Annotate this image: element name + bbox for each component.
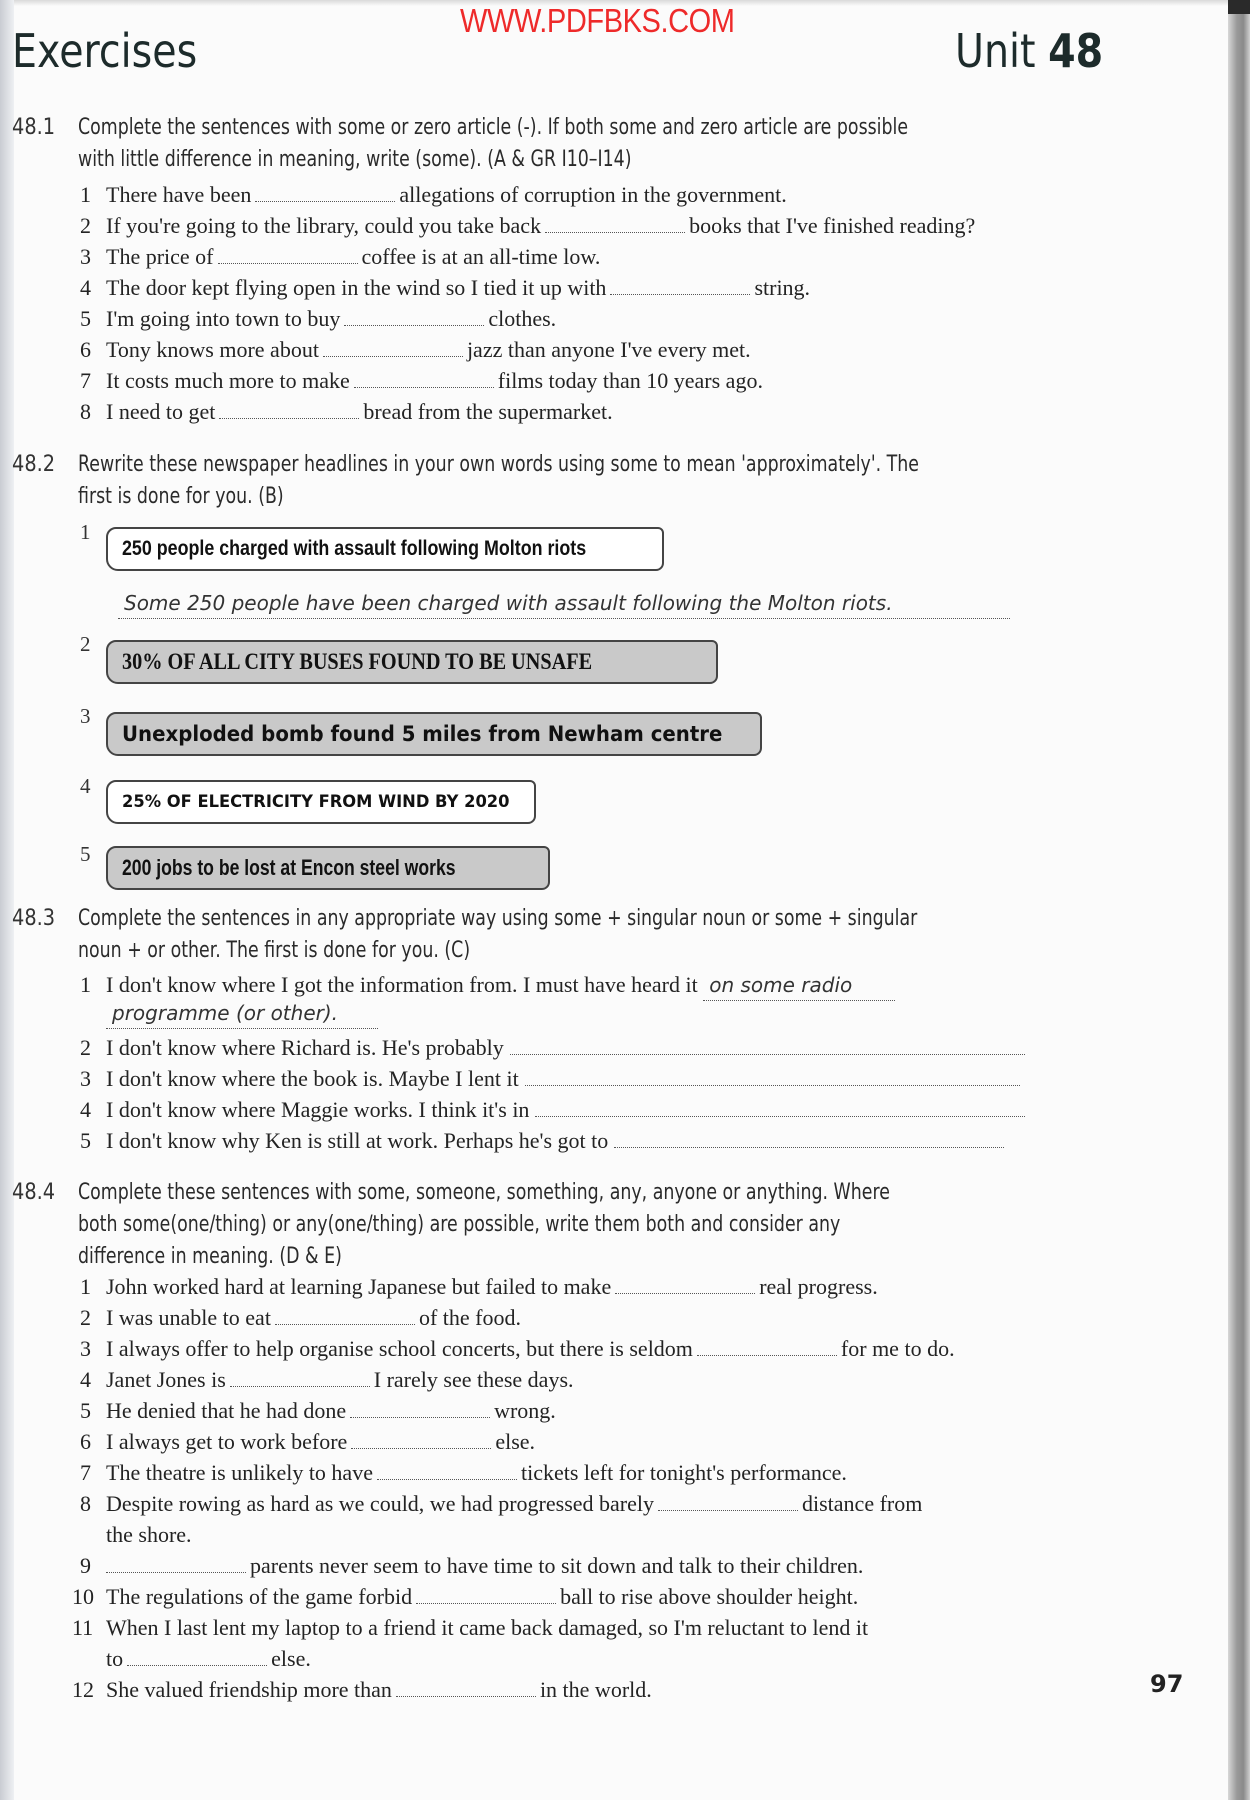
- instruction-line: Complete the sentences with some or zero article (-). If both some and zero article are possible: [78, 115, 909, 140]
- answer-text: Some 250 people have been charged with assault following the Molton riots.: [118, 588, 1010, 619]
- item-number: 4: [80, 1097, 91, 1122]
- exercise-item: [80, 397, 613, 427]
- item-number: 6: [80, 337, 91, 362]
- page-gutter-shadow: [0, 0, 14, 1800]
- item-number: 1: [80, 520, 91, 544]
- item-number: 4: [80, 275, 91, 300]
- exercise-item-continuation: [106, 1644, 311, 1674]
- item-text: wrong.: [494, 1398, 556, 1423]
- exercise-item: [80, 335, 751, 365]
- exercise-item: [80, 1551, 863, 1581]
- item-text: I'm going into town to buy: [106, 306, 341, 331]
- item-text: He denied that he had done: [106, 1398, 347, 1423]
- item-text: There have been: [106, 182, 252, 207]
- headline-box: [106, 640, 718, 684]
- item-text: films today than 10 years ago.: [497, 368, 763, 393]
- item-number: 3: [80, 244, 91, 269]
- item-text: The price of: [106, 244, 214, 269]
- item-number: 5: [80, 1128, 91, 1153]
- exercise-item: [72, 1582, 859, 1612]
- item-number: 8: [80, 399, 91, 424]
- item-number: 6: [80, 1429, 91, 1454]
- answer-blank[interactable]: [416, 1585, 556, 1604]
- answer-blank[interactable]: [351, 1430, 491, 1449]
- item-number: 5: [80, 1398, 91, 1423]
- exercise-item: [72, 1675, 652, 1705]
- answer-blank[interactable]: [255, 183, 395, 202]
- item-text: I don't know where Richard is. He's probably: [106, 1035, 504, 1060]
- answer-blank[interactable]: [697, 1337, 837, 1356]
- item-text: The regulations of the game forbid: [106, 1584, 413, 1609]
- item-text: books that I've finished reading?: [689, 213, 976, 238]
- item-number: 1: [80, 1274, 91, 1299]
- answer-blank[interactable]: [219, 400, 359, 419]
- item-number: 7: [80, 1460, 91, 1485]
- unit-title: [955, 24, 1103, 78]
- item-number: 1: [80, 182, 91, 207]
- item-number: 9: [80, 1553, 91, 1578]
- item-number: 5: [80, 306, 91, 331]
- exercise-item: [80, 1489, 922, 1519]
- answer-blank[interactable]: [275, 1306, 415, 1325]
- exercise-item: [80, 180, 787, 210]
- headline-text: 250 people charged with assault following Molton riots: [122, 537, 587, 560]
- answer-blank[interactable]: [127, 1647, 267, 1666]
- instruction-line: difference in meaning. (D & E): [78, 1244, 342, 1269]
- instruction-line: both some(one/thing) or any(one/thing) are possible, write them both and consider any: [78, 1212, 841, 1237]
- item-number: 5: [80, 842, 91, 866]
- exercise-item: [80, 1126, 1004, 1156]
- item-text: I need to get: [106, 399, 216, 424]
- headline-box: [106, 846, 550, 890]
- answer-text: on some radio: [703, 970, 895, 1001]
- item-text: bread from the supermarket.: [363, 399, 613, 424]
- item-text: of the food.: [418, 1305, 521, 1330]
- exercise-item-continuation: [106, 998, 378, 1029]
- sample-answer: [118, 588, 1010, 619]
- answer-blank[interactable]: [614, 1129, 1004, 1148]
- item-text: else.: [271, 1646, 311, 1671]
- answer-blank[interactable]: [525, 1067, 1020, 1086]
- exercise-item: [80, 1064, 1020, 1094]
- item-text: I don't know where Maggie works. I think it's in: [106, 1097, 530, 1122]
- instruction-line: Rewrite these newspaper headlines in your own words using some to mean 'approximately'. The: [78, 452, 919, 477]
- instruction-line: noun + or other. The first is done for you. (C): [78, 938, 471, 963]
- headline-box: [106, 527, 664, 571]
- item-number: 10: [72, 1584, 94, 1609]
- exercise-item: [80, 1095, 1025, 1125]
- item-text: parents never seem to have time to sit down and talk to their children.: [250, 1553, 864, 1578]
- exercise-item: [80, 1033, 1025, 1063]
- answer-blank[interactable]: [350, 1399, 490, 1418]
- item-text: tickets left for tonight's performance.: [520, 1460, 847, 1485]
- section-number: 48.2: [12, 452, 56, 477]
- answer-blank[interactable]: [106, 1554, 246, 1573]
- answer-blank[interactable]: [510, 1036, 1025, 1055]
- item-number: 2: [80, 1035, 91, 1060]
- item-number: 2: [80, 213, 91, 238]
- page-edge: [1228, 0, 1250, 1800]
- page-edge-corner: [1228, 0, 1250, 14]
- section-instruction: [78, 112, 1066, 176]
- item-text: I always get to work before: [106, 1429, 348, 1454]
- answer-blank[interactable]: [396, 1678, 536, 1697]
- section-instruction: [78, 449, 1066, 513]
- item-text: clothes.: [488, 306, 557, 331]
- answer-blank[interactable]: [344, 307, 484, 326]
- item-text: jazz than anyone I've every met.: [466, 337, 751, 362]
- answer-blank[interactable]: [218, 245, 358, 264]
- item-text: distance from: [802, 1491, 923, 1516]
- item-text: to: [106, 1646, 124, 1671]
- item-text: string.: [754, 275, 811, 300]
- item-number: 7: [80, 368, 91, 393]
- exercise-item: [80, 1427, 535, 1457]
- item-text: It costs much more to make: [106, 368, 350, 393]
- item-text: I rarely see these days.: [373, 1367, 574, 1392]
- item-text: Janet Jones is: [106, 1367, 226, 1392]
- item-text: The door kept flying open in the wind so I tied it up with: [106, 275, 607, 300]
- section-number: 48.3: [12, 906, 56, 931]
- answer-blank[interactable]: [545, 214, 685, 233]
- exercise-item: [80, 1334, 955, 1364]
- answer-blank[interactable]: [354, 369, 494, 388]
- item-number: 4: [80, 1367, 91, 1392]
- item-number: 3: [80, 1066, 91, 1091]
- answer-blank[interactable]: [658, 1492, 798, 1511]
- item-text: She valued friendship more than: [106, 1677, 392, 1702]
- headline-text: 25% OF ELECTRICITY FROM WIND BY 2020: [122, 792, 510, 812]
- item-text: real progress.: [759, 1274, 878, 1299]
- section-instruction: [78, 903, 1066, 967]
- instruction-line: first is done for you. (B): [78, 484, 284, 509]
- exercise-item: [80, 273, 810, 303]
- item-text: I don't know where I got the information from. I must have heard it: [106, 972, 698, 997]
- exercise-item: [80, 304, 556, 334]
- item-text: The theatre is unlikely to have: [106, 1460, 373, 1485]
- item-number: 2: [80, 632, 91, 656]
- item-text: When I last lent my laptop to a friend it came back damaged, so I'm reluctant to lend it: [106, 1615, 869, 1640]
- exercise-item: [72, 1613, 869, 1643]
- item-text: I always offer to help organise school concerts, but there is seldom: [106, 1336, 693, 1361]
- exercise-item: [80, 1272, 878, 1302]
- item-text: John worked hard at learning Japanese but failed to make: [106, 1274, 612, 1299]
- item-number: 2: [80, 1305, 91, 1330]
- exercise-item: [80, 1458, 847, 1488]
- answer-blank[interactable]: [610, 276, 750, 295]
- section-number: 48.1: [12, 115, 56, 140]
- item-text: If you're going to the library, could you take back: [106, 213, 542, 238]
- item-text: allegations of corruption in the government.: [399, 182, 787, 207]
- item-number: 3: [80, 704, 91, 728]
- exercise-item-continuation: the shore.: [106, 1522, 192, 1547]
- exercise-item: [80, 970, 895, 1001]
- headline-text: 200 jobs to be lost at Encon steel works: [122, 855, 456, 880]
- item-number: 4: [80, 774, 91, 798]
- exercise-item: [80, 1365, 574, 1395]
- answer-text: programme (or other).: [106, 998, 378, 1029]
- item-text: coffee is at an all-time low.: [361, 244, 601, 269]
- item-text: in the world.: [539, 1677, 652, 1702]
- answer-blank[interactable]: [615, 1275, 755, 1294]
- page-number: 97: [1150, 1670, 1184, 1698]
- item-text: I don't know why Ken is still at work. Perhaps he's got to: [106, 1128, 609, 1153]
- exercise-item: [80, 242, 600, 272]
- item-number: 3: [80, 1336, 91, 1361]
- item-number: 12: [72, 1677, 94, 1702]
- answer-blank[interactable]: [377, 1461, 517, 1480]
- item-text: I was unable to eat: [106, 1305, 271, 1330]
- instruction-line: Complete the sentences in any appropriate way using some + singular noun or some + singular: [78, 906, 918, 931]
- item-text: Tony knows more about: [106, 337, 319, 362]
- item-text: for me to do.: [840, 1336, 955, 1361]
- headline-text: Unexploded bomb found 5 miles from Newham centre: [122, 722, 723, 746]
- item-text: Despite rowing as hard as we could, we had progressed barely: [106, 1491, 654, 1516]
- section-number: 48.4: [12, 1180, 56, 1205]
- headline-text: 30% OF ALL CITY BUSES FOUND TO BE UNSAFE: [122, 649, 593, 674]
- page-title: Exercises: [12, 24, 198, 78]
- instruction-line: with little difference in meaning, write (some). (A & GR I10–I14): [78, 147, 632, 172]
- instruction-line: Complete these sentences with some, someone, something, any, anyone or anything. Where: [78, 1180, 890, 1205]
- unit-number: 48: [1048, 24, 1104, 78]
- item-text: else.: [495, 1429, 536, 1454]
- exercise-item: [80, 1396, 556, 1426]
- exercise-item: [80, 211, 975, 241]
- item-number: 11: [72, 1615, 94, 1640]
- item-text: I don't know where the book is. Maybe I lent it: [106, 1066, 519, 1091]
- headline-box: [106, 712, 762, 756]
- item-number: 1: [80, 972, 91, 997]
- watermark: WWW.PDFBKS.COM: [460, 2, 735, 39]
- item-text: ball to rise above shoulder height.: [560, 1584, 859, 1609]
- exercise-item: [80, 366, 763, 396]
- answer-blank[interactable]: [230, 1368, 370, 1387]
- section-instruction: [78, 1177, 1066, 1273]
- answer-blank[interactable]: [323, 338, 463, 357]
- answer-blank[interactable]: [535, 1098, 1025, 1117]
- headline-box: [106, 780, 536, 824]
- exercise-item: [80, 1303, 521, 1333]
- item-number: 8: [80, 1491, 91, 1516]
- unit-label: Unit: [955, 24, 1036, 78]
